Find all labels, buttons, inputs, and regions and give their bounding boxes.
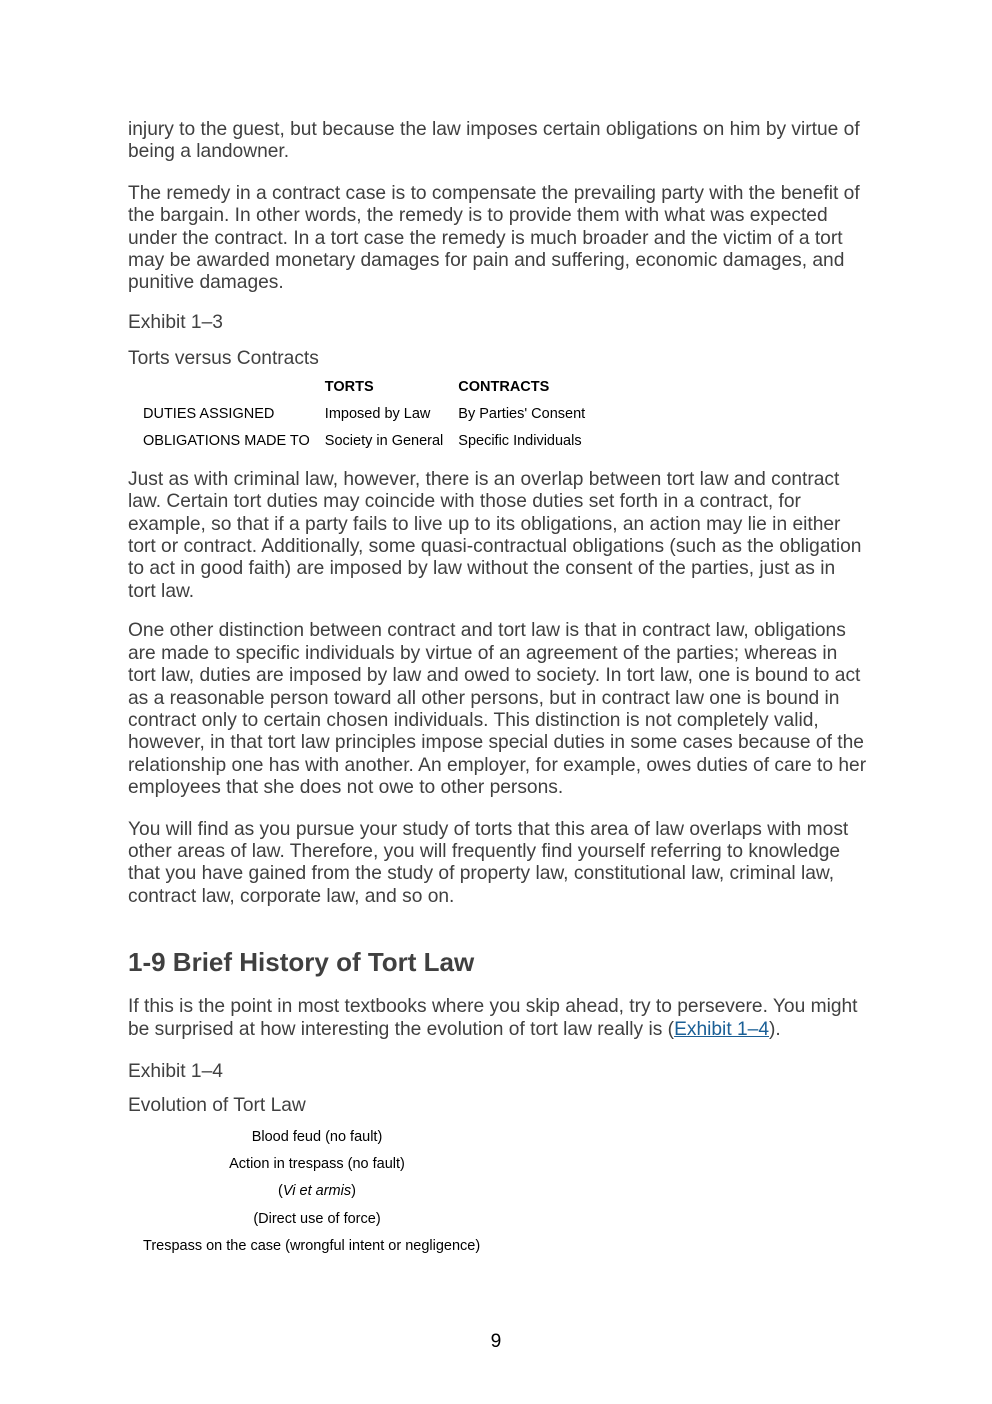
section-intro (128, 996, 868, 1041)
paren-open: ( (278, 1183, 283, 1200)
exhibit-title: Torts versus Contracts (128, 347, 319, 369)
latin-phrase: Vi et armis (282, 1183, 352, 1200)
table-cell: By Parties' Consent (458, 406, 586, 423)
table-header-cell (136, 374, 318, 401)
intro-text: If this is the point in most textbooks where you skip ahead, try to persevere. You might be surprised at how interesting the evolution of tort law really is ( (128, 996, 858, 1040)
table-row (136, 401, 593, 428)
paragraph: One other distinction between contract and tort law is that in contract law, obligations are made to specific individuals by virtue of an agreement of the parties; whereas in tort law, duties are imposed by law and owed to society. In tort law, one is bound to act as a reasonable person toward all other persons, but in contract law one is bound in contract only to certain chosen individuals. This distinction is not completely valid, however, in that tort law principles impose special duties in some cases because of the relationship one has with another. An employer, for example, owes duties of care to her employees that she does not owe to other persons. (128, 620, 867, 799)
intro-text-end: ). (769, 1018, 781, 1040)
document-page (128, 119, 868, 1259)
page-number: 9 (490, 1331, 502, 1352)
paragraph: Just as with criminal law, however, there is an overlap between tort law and contract law. Certain tort duties may coincide with those duties set forth in a contract, for example, so that if a party fails to live up to its obligations, an action may lie in either tort or contract. Additionally, some quasi-contractual obligations (such as the obligation to act in good faith) are imposed by law without the consent of the parties, just as in tort law. (128, 468, 862, 602)
evolution-item: Action in trespass (no fault) (229, 1155, 405, 1172)
exhibit-label: Exhibit 1–4 (128, 1060, 223, 1082)
paragraph: You will find as you pursue your study of torts that this area of law overlaps with most other areas of law. Therefore, you will frequently find yourself referring to knowledge that you have gained from the study of property law, constitutional law, criminal law, contract law, corporate law, and so on. (128, 818, 849, 907)
paren-close: ) (351, 1183, 356, 1200)
paragraph: injury to the guest, but because the law imposes certain obligations on him by virtue of being a landowner. (128, 119, 860, 163)
exhibit-1-4-link[interactable]: Exhibit 1–4 (674, 1018, 769, 1040)
paragraph: The remedy in a contract case is to compensate the prevailing party with the benefit of the bargain. In other words, the remedy is to provide them with what was expected under the contract. In a tort case the remedy is much broader and the victim of a tort may be awarded monetary damages for pain and suffering, economic damages, and punitive damages. (128, 182, 860, 294)
table-cell: Society in General (324, 433, 444, 450)
table-row (136, 428, 593, 455)
evolution-item (143, 1178, 491, 1205)
section-heading: 1-9 Brief History of Tort Law (128, 947, 475, 978)
torts-vs-contracts-table (136, 374, 593, 455)
table-header-cell: CONTRACTS (458, 379, 550, 396)
evolution-item: (Direct use of force) (253, 1210, 381, 1227)
table-cell: OBLIGATIONS MADE TO (143, 433, 310, 450)
exhibit-title: Evolution of Tort Law (128, 1094, 306, 1116)
table-cell: Imposed by Law (324, 406, 431, 423)
evolution-item: Trespass on the case (wrongful intent or negligence) (143, 1237, 481, 1254)
table-header-cell: TORTS (324, 379, 374, 396)
table-cell: DUTIES ASSIGNED (143, 406, 275, 423)
table-header-row (136, 374, 593, 401)
evolution-item: Blood feud (no fault) (251, 1128, 383, 1145)
evolution-list (143, 1123, 868, 1259)
exhibit-label: Exhibit 1–3 (128, 311, 223, 333)
table-cell: Specific Individuals (458, 433, 582, 450)
